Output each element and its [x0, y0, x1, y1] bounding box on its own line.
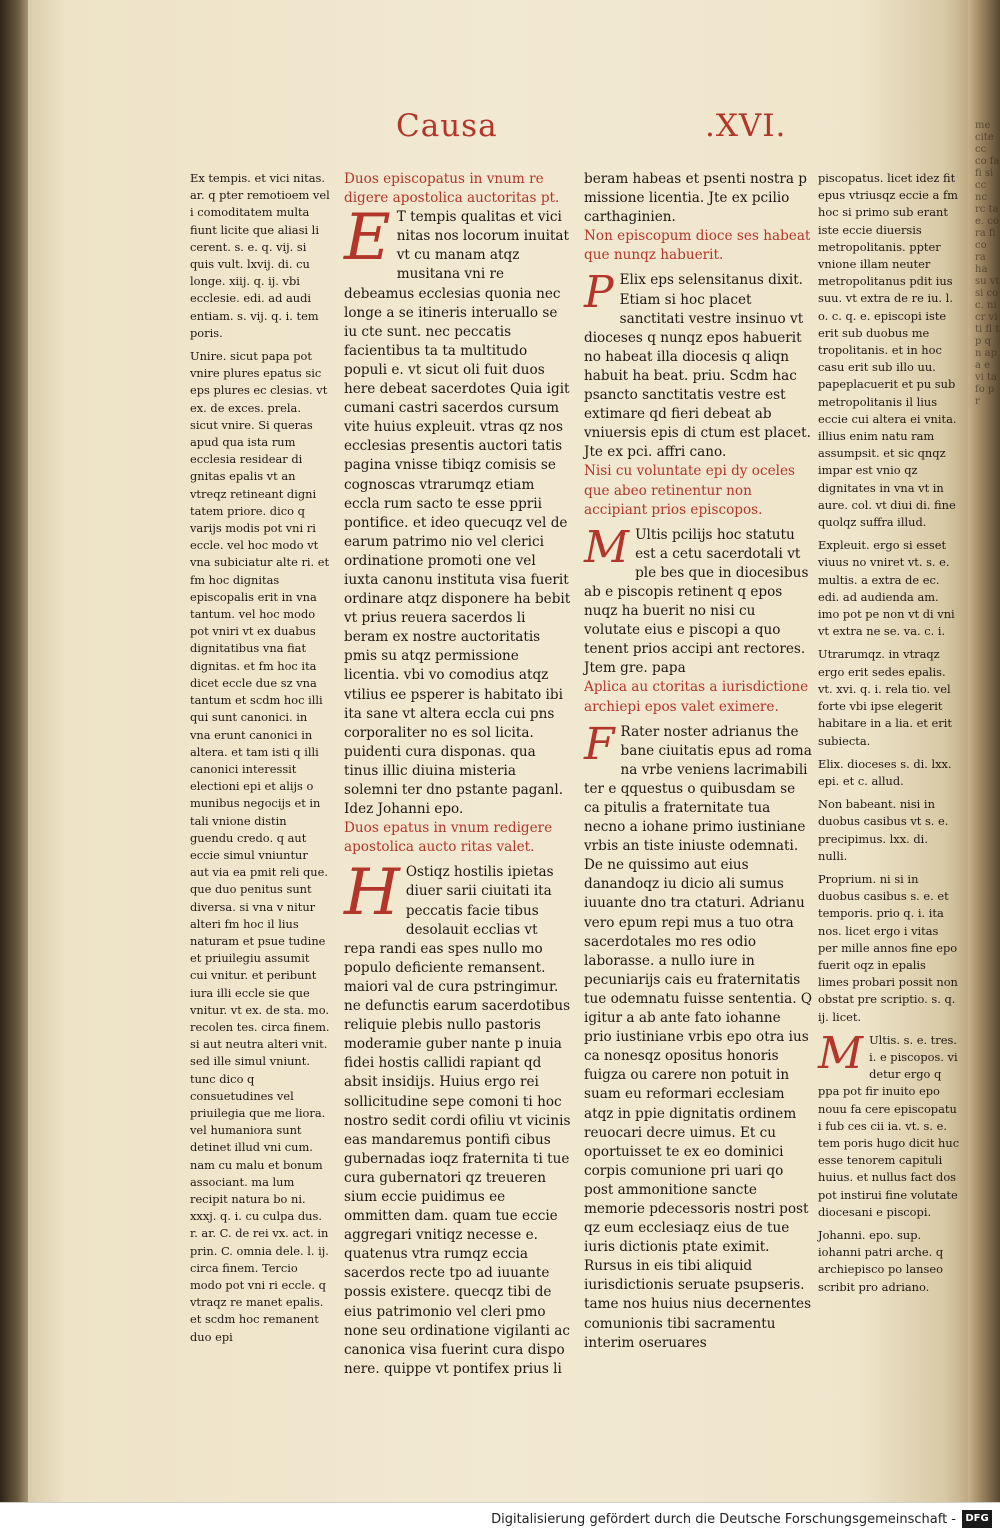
next-page-fragment: me cite cc co fa fi si cc nc rc ta e. co ra fi co ra ha su vt si co c. ni cr vi ti fl t p q n ap a e vi ta fo p r: [975, 120, 1000, 407]
text-paragraph: beram habeas et psenti nostra p missione licentia. Jte ex pcilio carthaginien.: [584, 171, 808, 226]
rubric-heading: Non episcopum dioce ses habeat que nunqz habuerit.: [584, 228, 811, 264]
decorated-initial: E: [344, 201, 391, 276]
gloss-paragraph: Proprium. ni si in duobus casibus s. e. et temporis. prio q. i. ita nos. licet ergo i vitas per mille annos fine epo fuerit oqz in epalis limes probari possit non obstat pre scriptio. s. q. ij. licet.: [818, 871, 958, 1024]
gloss-paragraph: Elix. dioceses s. di. lxx. epi. et c. allud.: [818, 756, 952, 788]
gloss-paragraph: Johanni. epo. sup. iohanni patri arche. q archiepisco po lanseo scribit pro adriano.: [818, 1227, 944, 1294]
gloss-paragraph: Utrarumqz. in vtraqz ergo erit sedes epalis. vt. xvi. q. i. rela tio. vel forte vbi ipse elegerit habitare in a lia. et erit subiecta.: [818, 647, 952, 748]
text-paragraph: E T tempis qualitas et vici nitas nos locorum inuitat vt cu manam atqz musitana vni re debeamus ecclesias quonia nec longe a se itineris interuallo se iu cte sunt. nec peccatis facientibus ta ta multitudo populi e. vt sicut oli fuit duos here debeat sacerdotes Quia igit cumani castri sacerdos cursum vite huius expleuit. vtras qz nos ecclesias presentis auctori tatis pagina vnisse tibiqz comisis se cognoscas vtrarumqz etiam eccla rum sacto te esse pprii pontifice. et ideo quecuqz vel de earum patrimo nio vel clerici ordinatione promoti one vel iuxta canonu instituta visa fuerit ordinare atqz disponere ha bebit vt prius reuera sacerdos li beram ex nostre auctoritatis pmis su atqz permissione licentia. vbi vo comodius atqz vtilius ee psperer is habitato ibi ita sane vt altera eccla cui pns corporaliter no es sol licita. puidenti cura disponas. qua tinus illic diuina misteria solemni ter dno pstante paganl. Idez Johanni epo.: [344, 201, 571, 818]
gloss-paragraph: piscopatus. licet idez fit epus vtriusqz eccie a fm hoc si primo sub erant iste eccie diuersis metropolitanis. ppter vnione illam neuter metropolitanus pdit ius suu. vt extra de re iu. l. o. c. q. e. episcopi iste erit sub duobus me tropolitanis. et in hoc casu erit sub illo uu. papeplacuerit et pu sub metropolitanis il lius eccie cui altera ei vnita. illius enim natu ram assumpsit. et sic qnqz impar est vnio qz dignitates in vna vt in aure. col. vt diui di. fine quolqz suffra illud.: [818, 171, 958, 530]
rubric-heading: Duos episcopatus in vnum re digere apostolica auctoritas pt.: [344, 171, 560, 207]
rubric-heading: Aplica au ctoritas a iurisdictione archiepi epos valet eximere.: [584, 679, 809, 715]
running-head-number: .XVI.: [705, 108, 787, 144]
footer-bar: [0, 1502, 1000, 1536]
decorated-initial: M: [818, 1027, 864, 1079]
decorated-initial: F: [584, 718, 615, 770]
text-paragraph: H Ostiqz hostilis ipietas diuer sarii ciuitati ita peccatis facie tibus desolauit ecclias vt repa randi eas spes nullo mo populo deficiente remansent. maiori val de cura pstringimur. ne defunctis earum sacerdotibus reliquie plebis nullo pastoris moderamie guber nante p inuia fidei hostis callidi rapiant qd absit insidijs. Huius ergo rei sollicitudine sepe comoni ti hoc nostro sedit cordi ofiliu vt vicinis eas mandaremus pontifi cibus gubernadas ioqz fraternita ti tue cura gubernatori qz treueren sium eccie puidimus ee ommitten dam. quam tue eccie aggregari vnitiqz necesse e. quatenus vtra rumqz eccia sacerdos recte tpo ad iuuante possis existere. quecqz tibi de eius patrimonio vel cleri pmo none seu ordinatione vigilanti ac canonica visa fuerint cura dispo nere. quippe vt pontifex prius li: [344, 856, 571, 1377]
decorated-initial: M: [584, 521, 630, 573]
rubric-heading: Nisi cu voluntate epi dy oceles que abeo retinentur non accipiant prios episcopos.: [584, 463, 796, 518]
gloss-paragraph: Non babeant. nisi in duobus casibus vt s. e. precipimus. lxx. di. nulli.: [818, 797, 949, 863]
gloss-column-left: [190, 170, 330, 1346]
text-paragraph: M Ultis pcilijs hoc statutu est a cetu sacerdotali vt ple bes que in diocesibus ab e piscopis retinent q epos nuqz ha buerit no nisi cu volutate eius e piscopi a quo tenent prios accipi ant rectores. Jtem gre. papa: [584, 521, 809, 677]
gloss-paragraph: Expleuit. ergo si esset viuus no vniret vt. s. e. multis. a extra de ec. edi. ad audienda am. imo pot pe non vt di vni vt extra ne se. va. c. i.: [818, 538, 955, 639]
gloss-paragraph: Unire. sicut papa pot vnire plures epatus sic eps plures ec clesias. vt ex. de exces. prela. sicut vnire. Si queras apud qua ista rum ecclesia residear di gnitas epalis vt an vtreqz retineant digni tatem priore. dico q varijs modis pot vni ri eccle. vel hoc modo vt vna subiciatur alte ri. et fm hoc dignitas episcopalis erit in vna tantum. vel hoc modo pot vniri vt ex duabus dignitatibus vna fiat dignitas. et fm hoc ita dicet eccle due sz vna tantum et scdm hoc illi qui sunt canonici. in vna erunt canonici in altera. et tam isti q illi canonici interessit electioni epi et alijs o munibus negocijs et in tali vnione distin guendu credo. q aut eccie simul vniuntur aut via ea pmit reli que. que duo penitus sunt diversa. si vna v nitur alteri fm hoc il lius naturam et psue tudine et priuilegiu assumit cui vnitur. et peribunt iura illi eccle sie que vnitur. vt ex. de sta. mo. recolen tes. circa finem. si aut neutra alteri vnit. sed ille simul vniunt. tunc dico q consuetudines vel priuilegia que me liora. vel humaniora sunt detinet illud vni cum. nam cu malu et bonum associant. ma lum recipit natura bo ni. xxxj. q. i. cu culpa dus. r. ar. C. de rei vx. act. in prin. C. omnia dele. l. ij. circa finem. Tercio modo pot vni ri eccle. q vtraqz re manet epalis. et scdm hoc remanent duo epi: [190, 349, 330, 1344]
text-paragraph: P Elix eps selensitanus dixit. Etiam si hoc placet sanctitati vestre insinuo vt dioceses q nunqz epos habuerit no habeat illa diocesis q aliqn habuit ha beat. priu. Scdm hac psancto sanctitatis vestre est extimare qd fieri debeat ab vniuersis epis di ctum est placet. Jte ex pci. affri cano.: [584, 267, 811, 461]
gloss-paragraph: Ex tempis. et vici nitas. ar. q pter remotioem vel i comoditatem multa fiunt licite que aliasi li cerent. s. e. q. vij. si quis vult. lxvij. di. cu longe. xiij. q. ij. vbi ecclesie. edi. ad audi entiam. s. vij. q. i. tem poris.: [190, 171, 330, 340]
decorated-initial: H: [344, 856, 400, 931]
main-text-column-2: [584, 170, 812, 1353]
funding-notice: Digitalisierung gefördert durch die Deutsche Forschungsgemeinschaft -: [491, 1512, 956, 1527]
gloss-paragraph: M Ultis. s. e. tres. i. e piscopos. vi detur ergo q ppa pot fir inuito epo nouu fa cere episcopatu i fub ces cii ia. vt. s. e. tem poris hugo dicit huc esse tenorem capituli huius. et nullus fact dos pot instirui fine volutate diocesani e piscopi.: [818, 1027, 960, 1219]
text-paragraph: F Rater noster adrianus the bane ciuitatis epus ad roma na vrbe veniens lacrimabili ter e qquestus o quibusdam se ca pitulis a fraternitate tua necno a iohane primo iustiniane vrbis an tiste iniuste odemnati. De ne quissimo aut eius danandoqz iu dicio ali sumus iuuante dno tra ctaturi. Adrianu vero epum repi mus a tuo otra sacerdotales mo res odio laborasse. a nullo iure in pecuniarijs cais eu fraternitatis tue odemnatu fuisse sententia. Q igitur a ab ante fato iohanne prio iustiniane vrbis epo otra ius ca nonesqz opositus honoris fuigza ou carere non potuit in suam eu reformari ecclesiam atqz in ppie dignitatis ordinem reuocari decre uimus. Et cu oportuisset te ex eo dominici corpis comunione pri uari qo post ammonitione sancte memorie pdecessoris nostri post qz eum ecclesiaqz eius de tue iuris dictionis ptate eximit. Rursus in eis tibi aliquid iurisdictionis seruate psupseris. tame nos huius nius decernentes comunionis tibi sacramentu interim oseruares: [584, 718, 812, 1351]
rubric-heading: Duos epatus in vnum redigere apostolica aucto ritas valet.: [344, 820, 553, 856]
dfg-logo: DFG: [962, 1510, 992, 1528]
decorated-initial: P: [584, 267, 614, 319]
gloss-column-right: [818, 170, 960, 1296]
main-text-column-1: [344, 170, 572, 1379]
running-head-causa: Causa: [396, 108, 498, 144]
